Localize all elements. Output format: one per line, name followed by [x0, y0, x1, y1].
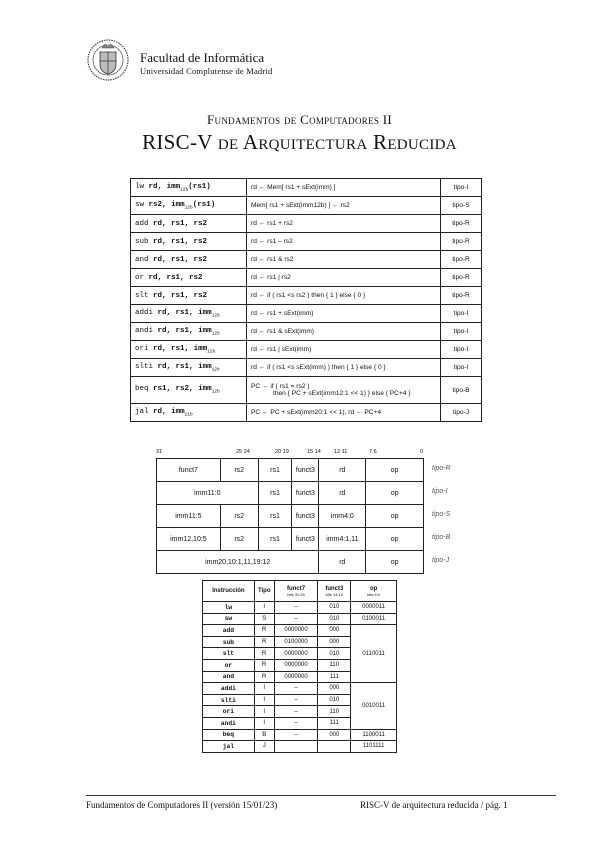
bit-label: 25 24: [236, 449, 250, 455]
encoding-row: [203, 625, 397, 637]
format-cell: imm20,10:1,11,19:12: [157, 551, 319, 574]
format-cell: op: [366, 482, 424, 505]
enc-mnemonic: add: [203, 625, 255, 637]
enc-funct7: –: [274, 613, 318, 625]
instruction-syntax: and rd, rs1, rs2: [131, 251, 247, 269]
enc-opcode: 0000011: [351, 602, 397, 614]
instruction-syntax: andi rd, rs1, imm$_{12b}$: [131, 323, 247, 341]
enc-funct3: 010: [318, 602, 351, 614]
enc-mnemonic: beq: [203, 729, 255, 741]
instruction-semantics: rd ← Mem[ rs1 + sExt(imm) ]: [247, 179, 441, 197]
enc-type: J: [254, 741, 274, 753]
instruction-type: tipo-R: [441, 215, 482, 233]
instruction-semantics: rd ← if ( rs1 <s rs2 ) then { 1 } else { 0 }: [247, 287, 441, 305]
instruction-type: tipo-I: [441, 359, 482, 377]
instruction-type: tipo-R: [441, 251, 482, 269]
format-cell: funct3: [292, 459, 319, 482]
enc-funct3: 111: [318, 671, 351, 683]
enc-header: Instrucción: [203, 581, 255, 602]
instruction-type: tipo-I: [441, 323, 482, 341]
footer-right: RISC-V de arquitectura reducida / pág. 1: [360, 800, 508, 810]
enc-mnemonic: or: [203, 659, 255, 671]
enc-mnemonic: addi: [203, 683, 255, 695]
enc-funct3: 000: [318, 625, 351, 637]
instruction-semantics: rd ← rs1 | sExt(imm): [247, 341, 441, 359]
enc-type: R: [254, 648, 274, 660]
format-type-label: tipo-I: [432, 488, 448, 495]
format-cell: op: [366, 505, 424, 528]
instruction-type: tipo-S: [441, 197, 482, 215]
enc-funct7: 0000000: [274, 648, 318, 660]
enc-funct3: 110: [318, 706, 351, 718]
instruction-semantics: rd ← rs1 + sExt(imm): [247, 305, 441, 323]
enc-type: I: [254, 602, 274, 614]
format-cell: rs2: [220, 528, 258, 551]
university-name: Universidad Complutense de Madrid: [140, 66, 273, 76]
instruction-semantics: rd ← rs1 | rs2: [247, 269, 441, 287]
instruction-type: tipo-I: [441, 305, 482, 323]
instruction-row: [131, 287, 482, 305]
enc-mnemonic: lw: [203, 602, 255, 614]
format-type-label: tipo-S: [432, 511, 451, 518]
instruction-row: [131, 305, 482, 323]
format-row-s: [157, 505, 424, 528]
bit-label: 31: [156, 449, 163, 455]
enc-mnemonic: and: [203, 671, 255, 683]
instruction-semantics: PC ← if ( rs1 = rs2 ) then { PC + sExt(imm12:1 << 1) } else { PC+4 }: [247, 377, 441, 404]
enc-funct3: 010: [318, 694, 351, 706]
encoding-table: [202, 580, 397, 753]
format-type-label: tipo-J: [432, 557, 450, 564]
instruction-row: [131, 323, 482, 341]
enc-mnemonic: andi: [203, 717, 255, 729]
instruction-row: [131, 251, 482, 269]
format-table: [156, 458, 424, 574]
enc-funct3: 000: [318, 683, 351, 695]
enc-type: S: [254, 613, 274, 625]
enc-funct7: –: [274, 694, 318, 706]
enc-header: op bits 6:0: [351, 581, 397, 602]
format-cell: rs1: [258, 505, 292, 528]
instruction-syntax: lw rd, imm$_{12b}$(rs1): [131, 179, 247, 197]
bit-position-labels: [156, 449, 436, 458]
enc-header: funct3 bits 14:12: [318, 581, 351, 602]
format-row-j: [157, 551, 424, 574]
enc-funct3: 110: [318, 659, 351, 671]
encoding-row: [203, 729, 397, 741]
instruction-syntax: sw rs2, imm$_{12b}$(rs1): [131, 197, 247, 215]
format-cell: rs1: [258, 528, 292, 551]
format-cell: rs1: [258, 459, 292, 482]
instruction-syntax: add rd, rs1, rs2: [131, 215, 247, 233]
instruction-syntax: ori rd, rs1, imm$_{12b}$: [131, 341, 247, 359]
enc-funct7: 0000000: [274, 659, 318, 671]
format-cell: rs1: [258, 482, 292, 505]
instruction-type: tipo-J: [441, 404, 482, 422]
format-cell: rs2: [220, 505, 258, 528]
enc-header: funct7 bits 31:25: [274, 581, 318, 602]
instruction-syntax: slt rd, rs1, rs2: [131, 287, 247, 305]
enc-funct7: –: [274, 729, 318, 741]
instruction-table: [130, 178, 482, 422]
format-cell: imm11:5: [157, 505, 221, 528]
instruction-semantics: rd ← rs1 & rs2: [247, 251, 441, 269]
enc-opcode: 0010011: [351, 683, 397, 729]
enc-mnemonic: slti: [203, 694, 255, 706]
enc-funct7: –: [274, 683, 318, 695]
enc-mnemonic: ori: [203, 706, 255, 718]
format-cell: rd: [319, 482, 366, 505]
enc-funct3: [318, 741, 351, 753]
format-cell: rd: [319, 459, 366, 482]
enc-opcode: 1101111: [351, 741, 397, 753]
format-cell: funct3: [292, 505, 319, 528]
page-title: RISC-V de Arquitectura Reducida: [142, 130, 457, 154]
instruction-type: tipo-R: [441, 233, 482, 251]
format-cell: funct3: [292, 482, 319, 505]
enc-type: I: [254, 683, 274, 695]
format-cell: funct3: [292, 528, 319, 551]
instruction-row: [131, 197, 482, 215]
instruction-semantics: Mem[ rs1 + sExt(imm12b) ] ← rs2: [247, 197, 441, 215]
instruction-type: tipo-B: [441, 377, 482, 404]
encoding-row: [203, 613, 397, 625]
instruction-semantics: rd ← rs1 – rs2: [247, 233, 441, 251]
format-cell: imm4:1,11: [319, 528, 366, 551]
format-cell: op: [366, 528, 424, 551]
enc-funct7: 0000000: [274, 625, 318, 637]
university-seal-icon: [86, 36, 130, 86]
bit-label: 15 14: [307, 449, 321, 455]
format-cell: imm4:0: [319, 505, 366, 528]
faculty-name: Facultad de Informática: [140, 50, 265, 65]
instruction-row: [131, 215, 482, 233]
enc-type: I: [254, 706, 274, 718]
instruction-syntax: beq rs1, rs2, imm$_{12b}$: [131, 377, 247, 404]
footer-divider: [86, 795, 556, 796]
enc-funct3: 010: [318, 648, 351, 660]
instruction-semantics: rd ← rs1 & sExt(imm): [247, 323, 441, 341]
instruction-syntax: slti rd, rs1, imm$_{12b}$: [131, 359, 247, 377]
enc-type: R: [254, 625, 274, 637]
enc-funct3: 010: [318, 613, 351, 625]
enc-funct7: 0100000: [274, 636, 318, 648]
enc-funct7: [274, 741, 318, 753]
format-cell: imm11:0: [157, 482, 259, 505]
encoding-row: [203, 683, 397, 695]
format-type-label: tipo-R: [432, 465, 451, 472]
enc-mnemonic: sw: [203, 613, 255, 625]
enc-type: R: [254, 636, 274, 648]
instruction-row: [131, 179, 482, 197]
enc-opcode: 1100011: [351, 729, 397, 741]
format-row-r: [157, 459, 424, 482]
instruction-syntax: addi rd, rs1, imm$_{12b}$: [131, 305, 247, 323]
enc-funct7: 0000000: [274, 671, 318, 683]
instruction-row: [131, 359, 482, 377]
bit-label: 12 11: [334, 449, 348, 455]
enc-mnemonic: slt: [203, 648, 255, 660]
instruction-syntax: sub rd, rs1, rs2: [131, 233, 247, 251]
enc-funct3: 111: [318, 717, 351, 729]
enc-type: I: [254, 694, 274, 706]
footer-left: Fundamentos de Computadores II (versión 15/01/23): [86, 800, 278, 810]
enc-header: Tipo: [254, 581, 274, 602]
enc-type: B: [254, 729, 274, 741]
instruction-semantics: rd ← if ( rs1 <s sExt(imm) ) then { 1 } else { 0 }: [247, 359, 441, 377]
enc-funct3: 000: [318, 636, 351, 648]
enc-funct3: 000: [318, 729, 351, 741]
instruction-row: [131, 341, 482, 359]
enc-type: I: [254, 717, 274, 729]
enc-type: R: [254, 671, 274, 683]
format-row-i: [157, 482, 424, 505]
instruction-semantics: rd ← rs1 + rs2: [247, 215, 441, 233]
enc-opcode: 0100011: [351, 613, 397, 625]
encoding-row: [203, 602, 397, 614]
instruction-row: [131, 404, 482, 422]
instruction-type: tipo-I: [441, 341, 482, 359]
enc-mnemonic: jal: [203, 741, 255, 753]
enc-funct7: –: [274, 717, 318, 729]
instruction-type: tipo-R: [441, 287, 482, 305]
format-cell: imm12,10:5: [157, 528, 221, 551]
format-cell: funct7: [157, 459, 221, 482]
format-row-b: [157, 528, 424, 551]
enc-mnemonic: sub: [203, 636, 255, 648]
enc-type: R: [254, 659, 274, 671]
bit-label: 0: [420, 449, 424, 455]
format-type-label: tipo-B: [432, 534, 451, 541]
course-title: Fundamentos de Computadores II: [207, 112, 392, 127]
encoding-row: [203, 741, 397, 753]
format-cell: op: [366, 459, 424, 482]
instruction-semantics: PC ← PC + sExt(imm20:1 << 1), rd ← PC+4: [247, 404, 441, 422]
instruction-type: tipo-I: [441, 179, 482, 197]
bit-label: 7 6: [369, 449, 377, 455]
instruction-syntax: or rd, rs1, rs2: [131, 269, 247, 287]
instruction-type: tipo-R: [441, 269, 482, 287]
enc-funct7: –: [274, 602, 318, 614]
bit-label: 20 19: [275, 449, 289, 455]
instruction-row: [131, 269, 482, 287]
instruction-row: [131, 233, 482, 251]
instruction-row: [131, 377, 482, 404]
enc-funct7: –: [274, 706, 318, 718]
format-cell: rs2: [220, 459, 258, 482]
enc-opcode: 0110011: [351, 625, 397, 683]
format-cell: rd: [319, 551, 366, 574]
instruction-syntax: jal rd, imm$_{21b}$: [131, 404, 247, 422]
format-cell: op: [366, 551, 424, 574]
